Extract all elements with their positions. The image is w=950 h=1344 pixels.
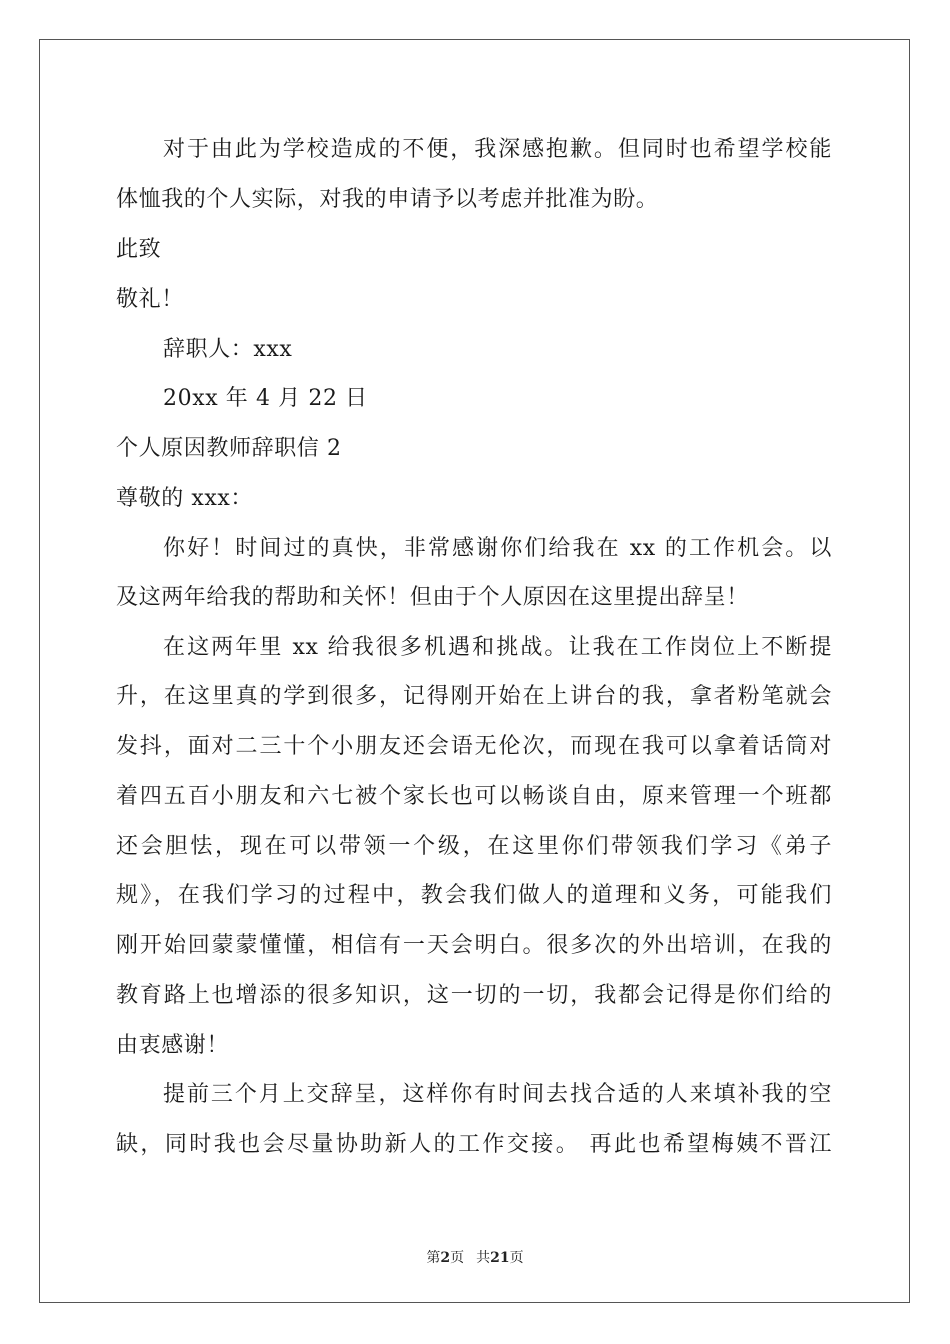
page-number: 2: [440, 1250, 451, 1266]
section-heading: 个人原因教师辞职信 2: [116, 436, 342, 461]
paragraph-line: 刚开始回蒙蒙懂懂，相信有一天会明白。很多次的外出培训，在我的: [116, 933, 832, 958]
paragraph-line: 还会胆怯，现在可以带领一个级，在这里你们带领我们学习《弟子: [116, 834, 832, 859]
closing-regards: 敬礼！: [116, 287, 184, 312]
paragraph-line: 在这两年里 xx 给我很多机遇和挑战。让我在工作岗位上不断提: [163, 635, 832, 660]
date-line: 20xx 年 4 月 22 日: [163, 386, 368, 411]
total-prefix: 共: [476, 1250, 491, 1266]
paragraph-line: 对于由此为学校造成的不便，我深感抱歉。但同时也希望学校能: [163, 137, 832, 162]
paragraph-line: 由衷感谢！: [116, 1033, 230, 1058]
page-prefix: 第: [426, 1250, 441, 1266]
paragraph-line: 及这两年给我的帮助和关怀！但由于个人原因在这里提出辞呈！: [116, 585, 749, 610]
paragraph-line: 着四五百小朋友和六七被个家长也可以畅谈自由，原来管理一个班都: [116, 784, 832, 809]
closing-salutation: 此致: [116, 237, 162, 262]
page-border: [39, 39, 910, 1303]
paragraph-line: 缺，同时我也会尽量协助新人的工作交接。 再此也希望梅姨不晋江: [116, 1132, 832, 1157]
paragraph-line: 你好！时间过的真快，非常感谢你们给我在 xx 的工作机会。以: [163, 536, 832, 561]
paragraph-line: 教育路上也增添的很多知识，这一切的一切，我都会记得是你们给的: [116, 983, 832, 1008]
letter-salutation: 尊敬的 xxx：: [116, 486, 254, 511]
paragraph-line: 体恤我的个人实际，对我的申请予以考虑并批准为盼。: [116, 187, 659, 212]
total-suffix: 页: [509, 1250, 524, 1266]
page-suffix: 页: [450, 1250, 465, 1266]
paragraph-line: 提前三个月上交辞呈，这样你有时间去找合适的人来填补我的空: [163, 1082, 832, 1107]
paragraph-line: 升，在这里真的学到很多，记得刚开始在上讲台的我，拿者粉笔就会: [116, 684, 832, 709]
signature-line: 辞职人：xxx: [163, 337, 293, 362]
total-pages: 21: [490, 1250, 510, 1266]
paragraph-line: 发抖，面对二三十个小朋友还会语无伦次，而现在我可以拿着话筒对: [116, 734, 832, 759]
paragraph-line: 规》，在我们学习的过程中，教会我们做人的道理和义务，可能我们: [116, 883, 832, 908]
page-footer: [0, 1249, 950, 1267]
